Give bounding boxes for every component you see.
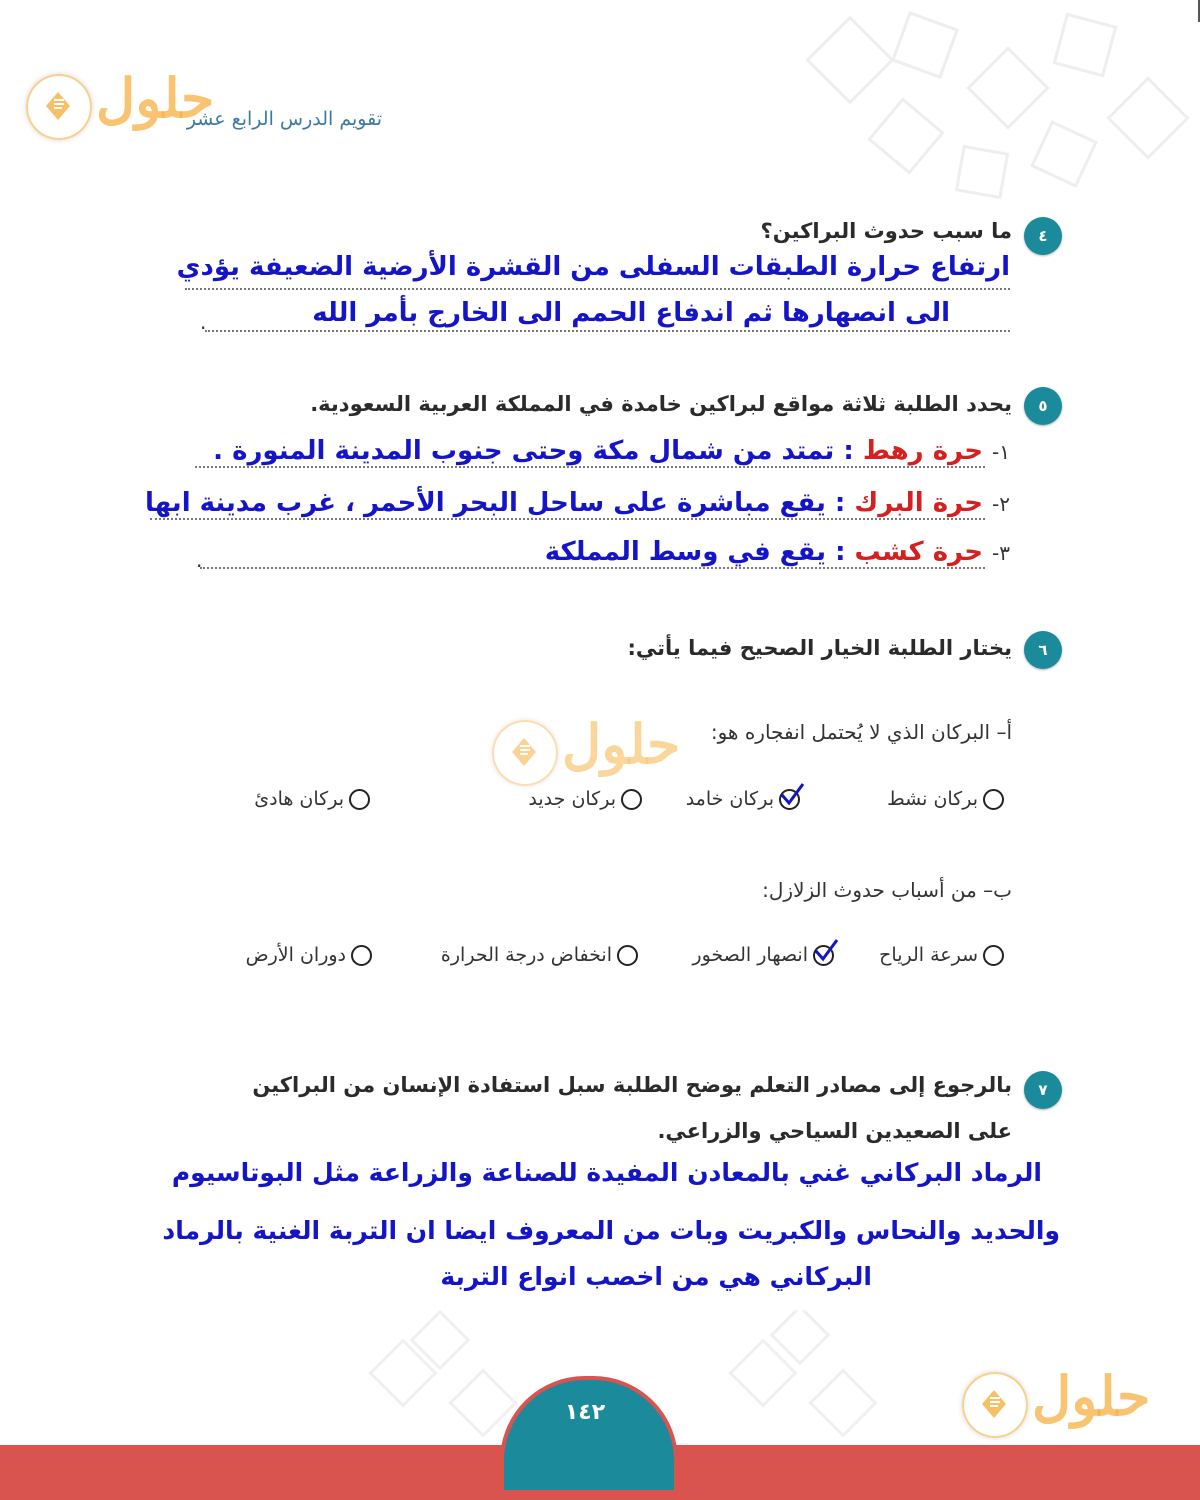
- option-label: بركان نشط: [887, 788, 978, 810]
- site-name: حرة البرك: [854, 488, 983, 518]
- answer-text: البركاني هي من اخصب انواع التربة: [440, 1262, 872, 1291]
- item-index: ٣-: [992, 541, 1010, 565]
- site-logo: [26, 66, 215, 142]
- question-number-badge: ٤: [1024, 217, 1062, 255]
- question-text: ما سبب حدوث البراكين؟: [760, 219, 1012, 243]
- site-name: حرة كشب: [854, 537, 983, 567]
- item-index: ١-: [992, 440, 1010, 464]
- option-a2[interactable]: [686, 788, 800, 810]
- watermark-logo: [492, 712, 681, 788]
- radio-button[interactable]: [349, 789, 370, 810]
- option-label: انصهار الصخور: [692, 944, 808, 966]
- question-text: يختار الطلبة الخيار الصحيح فيما يأتي:: [627, 636, 1012, 660]
- lesson-title: تقويم الدرس الرابع عشر: [186, 108, 382, 130]
- answer-line: [200, 567, 985, 569]
- answer-text: الرماد البركاني غني بالمعادن المفيدة للصناعة والزراعة مثل البوتاسيوم: [171, 1158, 1042, 1187]
- radio-button-checked[interactable]: [813, 945, 834, 966]
- site-name: حرة رهط: [862, 436, 983, 466]
- answer-line: [205, 330, 1010, 332]
- logo-text: حلول: [1032, 1364, 1151, 1428]
- option-b2[interactable]: [692, 944, 834, 966]
- option-label: انخفاض درجة الحرارة: [440, 944, 612, 966]
- answer-line: [150, 518, 985, 520]
- answer-text: الى انصهارها ثم اندفاع الحمم الى الخارج بأمر الله: [312, 298, 950, 328]
- end-mark: .: [200, 310, 207, 334]
- answer-text: والحديد والنحاس والكبريت وبات من المعروف ايضا ان التربة الغنية بالرماد: [162, 1216, 1060, 1245]
- logo-book-icon: [492, 720, 558, 786]
- option-b4[interactable]: [246, 944, 372, 966]
- radio-button[interactable]: [617, 945, 638, 966]
- question-number-badge: ٥: [1024, 387, 1062, 425]
- site-item-2: [145, 488, 1010, 518]
- radio-button[interactable]: [351, 945, 372, 966]
- answer-text: ارتفاع حرارة الطبقات السفلى من القشرة الأرضية الضعيفة يؤدي: [176, 252, 1010, 282]
- site-item-3: [220, 537, 1010, 567]
- question-number-badge: ٧: [1024, 1071, 1062, 1109]
- option-label: سرعة الرياح: [879, 944, 978, 966]
- decorative-pattern: [660, 0, 1200, 220]
- site-description: : يقع في وسط المملكة: [544, 537, 846, 567]
- checkmark-icon: [812, 937, 840, 965]
- logo-text: حلول: [562, 712, 681, 776]
- option-a3[interactable]: [528, 788, 642, 810]
- answer-line: [185, 288, 1010, 290]
- sub-question-b: ب– من أسباب حدوث الزلازل:: [762, 878, 1012, 902]
- site-description: : تمتد من شمال مكة وحتى جنوب المدينة المنورة: [232, 436, 854, 466]
- site-item-1: [213, 436, 1010, 466]
- sub-question-a: أ– البركان الذي لا يُحتمل انفجاره هو:: [710, 720, 1012, 744]
- radio-button[interactable]: [621, 789, 642, 810]
- item-index: ٢-: [992, 492, 1010, 516]
- question-text: على الصعيدين السياحي والزراعي.: [657, 1119, 1012, 1143]
- radio-button-checked[interactable]: [779, 789, 800, 810]
- logo-text: حلول: [96, 66, 215, 130]
- option-a1[interactable]: [887, 788, 1004, 810]
- logo-book-icon: [962, 1372, 1028, 1438]
- option-b3[interactable]: [441, 944, 638, 966]
- option-label: بركان هادئ: [254, 788, 344, 810]
- option-b1[interactable]: [879, 944, 1004, 966]
- radio-button[interactable]: [983, 945, 1004, 966]
- option-label: بركان خامد: [685, 788, 774, 810]
- end-mark: .: [213, 436, 224, 466]
- site-description: : يقع مباشرة على ساحل البحر الأحمر ، غرب مدينة ابها: [145, 488, 846, 518]
- option-label: بركان جديد: [528, 788, 616, 810]
- watermark-logo: [962, 1364, 1151, 1440]
- option-label: دوران الأرض: [245, 944, 346, 966]
- question-text: بالرجوع إلى مصادر التعلم يوضح الطلبة سبل استفادة الإنسان من البراكين: [252, 1073, 1012, 1097]
- logo-book-icon: [26, 74, 92, 140]
- question-number-badge: ٦: [1024, 631, 1062, 669]
- radio-button[interactable]: [983, 789, 1004, 810]
- answer-line: [195, 466, 985, 468]
- checkmark-icon: [778, 781, 806, 809]
- page-number: ١٤٢: [564, 1400, 606, 1425]
- end-mark: .: [196, 548, 203, 572]
- option-a4[interactable]: [254, 788, 370, 810]
- question-text: يحدد الطلبة ثلاثة مواقع لبراكين خامدة في المملكة العربية السعودية.: [310, 392, 1012, 416]
